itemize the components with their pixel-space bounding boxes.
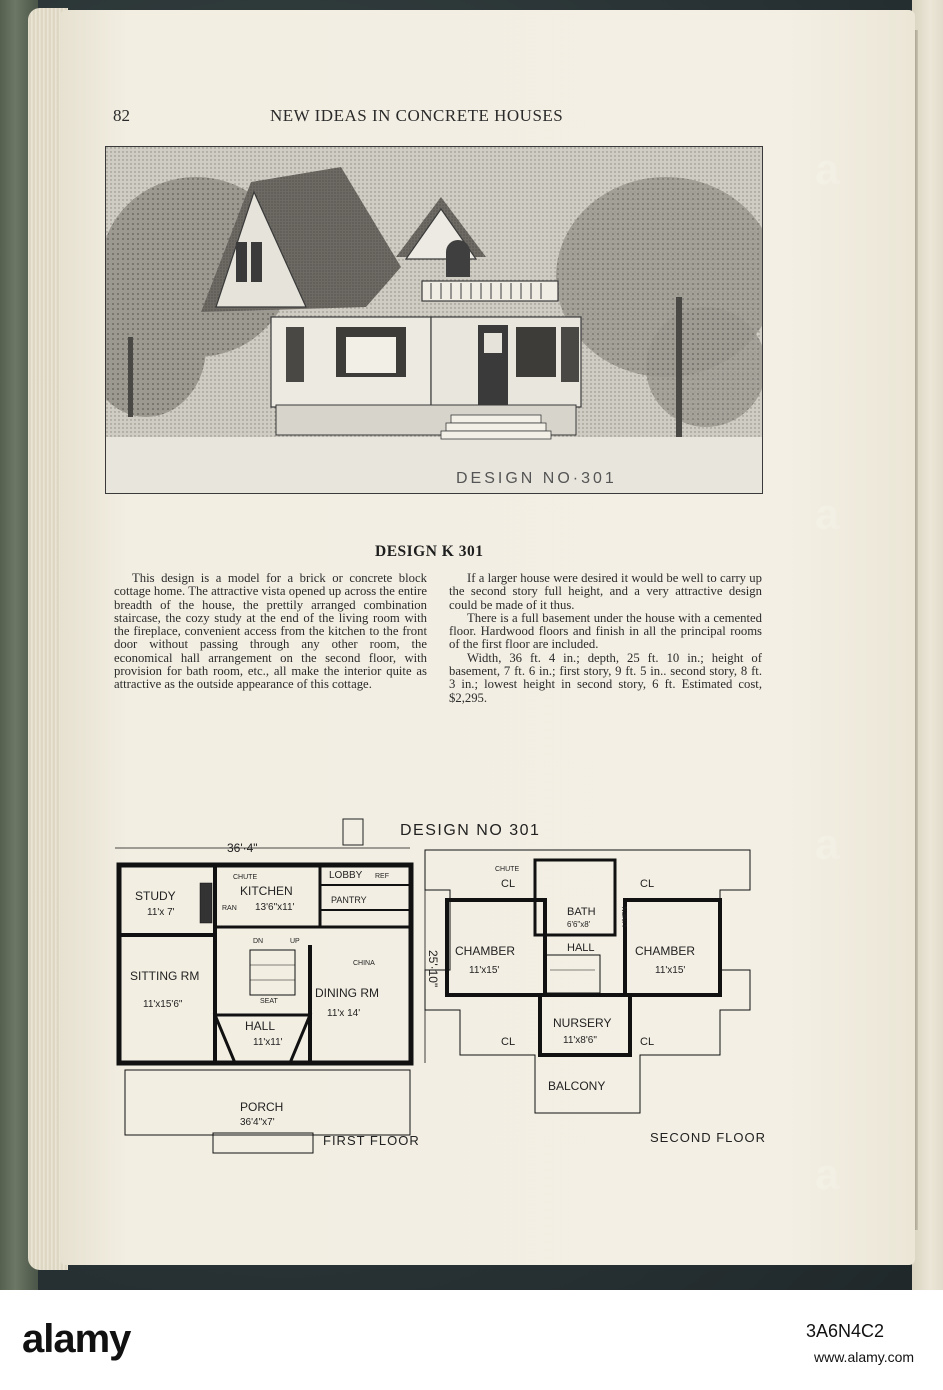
label-china: CHINA (353, 960, 375, 967)
room-hall: HALL (245, 1019, 276, 1033)
label-chute: CHUTE (233, 874, 258, 881)
second-floor-plan (425, 850, 750, 1113)
first-floor-depth-dim: 25'·10" (426, 950, 440, 988)
label-closet-1: CL (501, 878, 516, 890)
watermark-bar (0, 1290, 943, 1390)
room-dining: DINING RM (315, 986, 379, 1000)
paragraph: There is a full basement under the house with a cemented floor. Hardwood floors and finish in all the principal rooms of the first floor are included. (449, 610, 762, 652)
room-kitchen: KITCHEN (240, 884, 293, 898)
label-down: DN (253, 938, 264, 945)
illustration-caption: DESIGN NO·301 (456, 470, 617, 487)
room-porch-size: 36'4"x7' (240, 1117, 275, 1128)
room-study-size: 11'x 7' (147, 907, 175, 918)
watermark-image-id: 3A6N4C2 (806, 1321, 885, 1341)
room-bath-size: 6'6"x8' (567, 920, 591, 929)
description-right-column (449, 572, 762, 705)
label-up: UP (290, 938, 300, 945)
description-left-column (114, 572, 427, 692)
room-hall-2: HALL (567, 942, 595, 954)
label-closet-3: CL (501, 1036, 516, 1048)
room-sitting: SITTING RM (130, 969, 200, 983)
running-title: NEW IDEAS IN CONCRETE HOUSES (270, 106, 564, 125)
design-title: DESIGN K 301 (375, 543, 484, 560)
label-linen: LINEN (622, 906, 629, 927)
label-range: RAN (222, 905, 237, 912)
paragraph: Width, 36 ft. 4 in.; depth, 25 ft. 10 in.; height of basement, 7 ft. 6 in.; first story, 9 ft. 5 in.. second story, 8 ft. 3 in.; lowest height in second story, 6 ft. Estimated cost, $2,295. (449, 650, 762, 705)
watermark-url: www.alamy.com (814, 1349, 915, 1365)
page-number: 82 (113, 106, 130, 125)
label-closet-2: CL (640, 878, 655, 890)
watermark-ghost: a (815, 1150, 839, 1199)
first-floor-label: FIRST FLOOR (323, 1133, 420, 1148)
room-nursery: NURSERY (553, 1016, 612, 1030)
room-balcony: BALCONY (548, 1079, 606, 1093)
room-bath: BATH (567, 906, 596, 918)
room-chamber-left-size: 11'x15' (469, 965, 500, 976)
label-chute-2: CHUTE (495, 866, 520, 873)
room-chamber-left: CHAMBER (455, 944, 516, 958)
room-lobby-note: REF (375, 873, 389, 880)
room-hall-size: 11'x11' (253, 1037, 283, 1048)
room-nursery-size: 11'x8'6" (563, 1035, 597, 1046)
room-sitting-size: 11'x15'6" (143, 999, 183, 1010)
label-closet-4: CL (640, 1036, 655, 1048)
floor-plans-heading: DESIGN NO 301 (400, 822, 541, 839)
room-pantry: PANTRY (331, 895, 367, 905)
first-floor-width-dim: 36'·4" (227, 841, 258, 855)
room-kitchen-size: 13'6"x11' (255, 902, 295, 913)
paragraph: If a larger house were desired it would be well to carry up the second story full height, and a very attractive design could be made of it thus. (449, 571, 762, 612)
room-dining-size: 11'x 14' (327, 1008, 361, 1019)
floor-plans (105, 815, 785, 1155)
room-study: STUDY (135, 889, 176, 903)
watermark-ghost: a (815, 145, 839, 194)
watermark-ghost: a (815, 490, 839, 539)
watermark-logo: alamy (22, 1317, 131, 1361)
room-chamber-right-size: 11'x15' (655, 965, 686, 976)
second-floor-label: SECOND FLOOR (650, 1130, 767, 1145)
facing-page-edge (912, 0, 943, 1290)
room-chamber-right: CHAMBER (635, 944, 696, 958)
paragraph: This design is a model for a brick or concrete block cottage home. The attractive vista opened up across the entire breadth of the house, the prettily arranged combination staircase, the cozy study at the end of the living room with the fireplace, convenient access from the kitchen to the front door without passing through any other room, the economical hall arrangement on the second floor, with provision for bath room, etc., all make the interior quite as attractive as the outside appearance of this cottage. (114, 571, 427, 692)
house-illustration (105, 146, 763, 494)
label-seat: SEAT (260, 998, 278, 1005)
watermark-ghost: a (815, 820, 839, 869)
room-lobby: LOBBY (329, 870, 363, 881)
room-porch: PORCH (240, 1100, 284, 1114)
